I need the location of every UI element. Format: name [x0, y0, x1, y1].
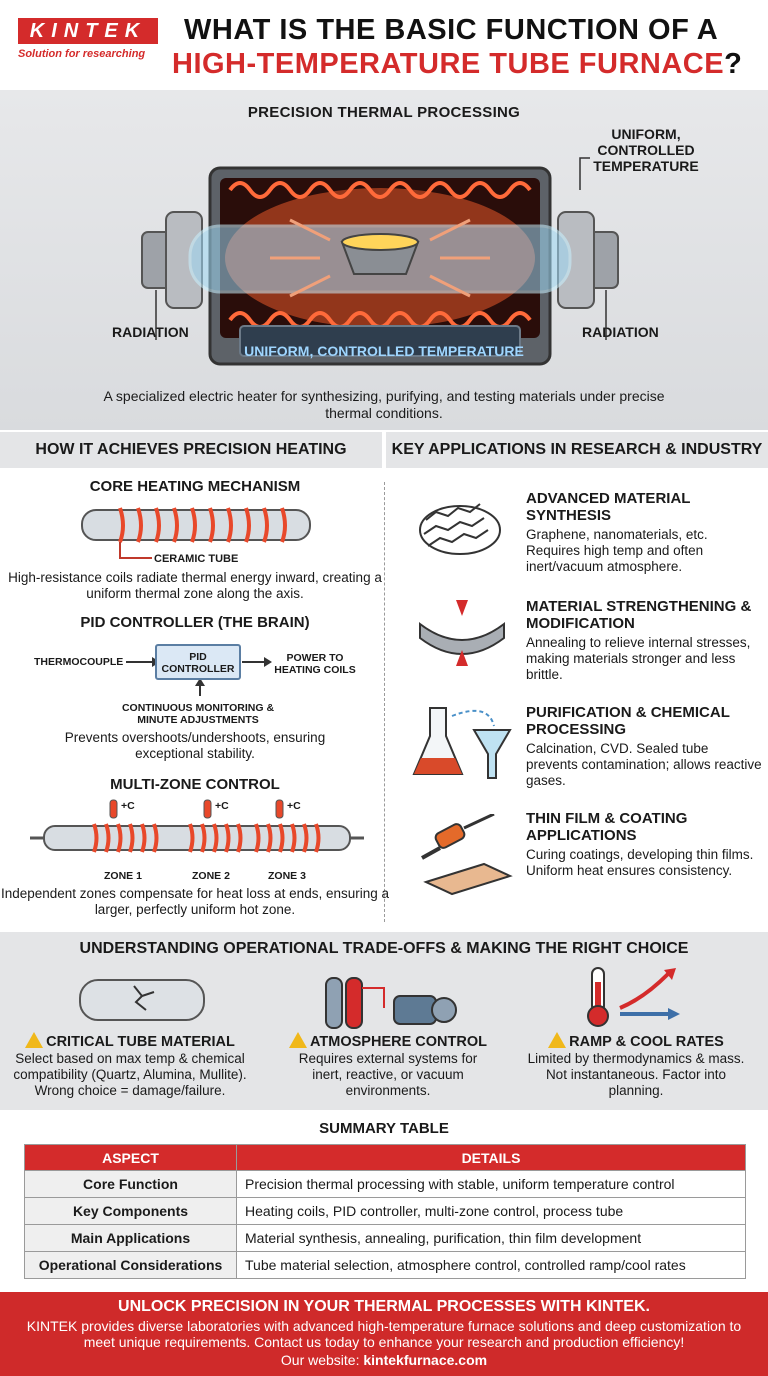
website-label: Our website: — [280, 1352, 360, 1368]
tradeoff-atmosphere — [260, 1030, 516, 1099]
annealing-icon — [414, 598, 510, 668]
gas-pump-icon — [322, 968, 462, 1032]
section-header-applications: KEY APPLICATIONS IN RESEARCH & INDUSTRY — [386, 432, 768, 468]
app-thin-film-title: THIN FILM & COATING APPLICATIONS — [526, 810, 688, 844]
summary-table — [24, 1144, 746, 1279]
tradeoff-atmosphere-text: Requires external systems for inert, reactive, or vacuum environments. — [298, 1051, 478, 1098]
ceramic-leader — [120, 542, 152, 558]
nanotube-icon — [412, 490, 508, 570]
pid-text: Prevents overshoots/undershoots, ensuring exceptional stability. — [64, 730, 326, 761]
warning-icon — [25, 1032, 43, 1048]
warning-icon — [289, 1032, 307, 1048]
flask-funnel-icon — [412, 702, 516, 784]
app-strengthening-title: MATERIAL STRENGTHENING & MODIFICATION — [526, 598, 752, 632]
hero-radiation-right: RADIATION — [582, 324, 659, 340]
table-row — [25, 1198, 746, 1225]
app-purification — [526, 704, 762, 789]
thermometer-rate-icon — [584, 964, 684, 1030]
zone1-temp-mark: +C — [121, 800, 135, 812]
title-highlight: HIGH-TEMPERATURE TUBE FURNACE — [172, 48, 725, 80]
core-heating-text: High-resistance coils radiate thermal energy inward, creating a uniform thermal zone along the axis. — [8, 570, 382, 601]
tradeoff-ramp-text: Limited by thermodynamics & mass. Not instantaneous. Factor into planning. — [527, 1051, 745, 1098]
app-thin-film — [526, 810, 762, 879]
warning-icon — [548, 1032, 566, 1048]
tradeoff-ramp — [508, 1030, 764, 1099]
table-cell-aspect: Main Applications — [25, 1225, 237, 1252]
table-cell-details: Heating coils, PID controller, multi-zone control, process tube — [237, 1198, 746, 1225]
multi-zone-title: MULTI-ZONE CONTROL — [110, 776, 280, 793]
tradeoffs-panel — [0, 932, 768, 1110]
tradeoff-tube-title: CRITICAL TUBE MATERIAL — [46, 1034, 235, 1050]
app-synthesis-title: ADVANCED MATERIAL SYNTHESIS — [526, 490, 691, 524]
table-cell-details: Tube material selection, atmosphere control, controlled ramp/cool rates — [237, 1252, 746, 1279]
hero-uniform-label: UNIFORM, CONTROLLED TEMPERATURE — [593, 126, 699, 174]
zone2-label: ZONE 2 — [192, 870, 230, 882]
zone1-label: ZONE 1 — [104, 870, 142, 882]
hero-title: PRECISION THERMAL PROCESSING — [247, 104, 521, 121]
hero-description: A specialized electric heater for synthesizing, purifying, and testing materials under precise thermal conditions. — [103, 388, 665, 421]
section-header-precision: HOW IT ACHIEVES PRECISION HEATING — [0, 432, 382, 468]
table-row — [25, 1171, 746, 1198]
app-strengthening — [526, 598, 762, 683]
power-label: POWER TO HEATING COILS — [274, 652, 356, 676]
app-purification-title: PURIFICATION & CHEMICAL PROCESSING — [526, 704, 730, 738]
core-heating-title: CORE HEATING MECHANISM — [89, 478, 301, 495]
app-synthesis-text: Graphene, nanomaterials, etc. Requires high temp and often inert/vacuum atmosphere. — [526, 527, 708, 574]
footer-headline: UNLOCK PRECISION IN YOUR THERMAL PROCESSES WITH KINTEK. — [118, 1298, 650, 1315]
header — [0, 0, 768, 88]
multi-zone-text: Independent zones compensate for heat loss at ends, ensuring a larger, perfectly uniform hot zone. — [0, 886, 389, 917]
app-purification-text: Calcination, CVD. Sealed tube prevents contamination; allows reactive gases. — [526, 741, 762, 788]
section-divider — [384, 482, 385, 922]
tradeoff-tube-material — [2, 1030, 258, 1099]
zone3-label: ZONE 3 — [268, 870, 306, 882]
cracked-tube-icon — [78, 976, 208, 1026]
app-synthesis — [526, 490, 762, 575]
zone2-temp-mark: +C — [215, 800, 229, 812]
table-cell-aspect: Core Function — [25, 1171, 237, 1198]
leader-line-top — [580, 158, 590, 190]
pid-controller-box: PID CONTROLLER — [155, 644, 241, 680]
table-header-row — [25, 1145, 746, 1171]
thin-film-icon — [414, 814, 514, 898]
tradeoff-atmosphere-title: ATMOSPHERE CONTROL — [310, 1034, 487, 1050]
app-strengthening-text: Annealing to relieve internal stresses, making materials stronger and less brittle. — [526, 635, 751, 682]
pid-title: PID CONTROLLER (THE BRAIN) — [80, 614, 310, 631]
footer-cta — [0, 1292, 768, 1376]
kintek-logo[interactable]: KINTEK — [18, 18, 158, 44]
table-cell-details: Precision thermal processing with stable, uniform temperature control — [237, 1171, 746, 1198]
title-question-mark: ? — [724, 48, 743, 80]
zone3-temp-mark: +C — [287, 800, 301, 812]
summary-table-title: SUMMARY TABLE — [319, 1120, 449, 1137]
logo-tagline: Solution for researching — [18, 48, 146, 60]
table-cell-details: Material synthesis, annealing, purification, thin film development — [237, 1225, 746, 1252]
tradeoff-tube-text: Select based on max temp & chemical compatibility (Quartz, Alumina, Mullite). Wrong choice = damage/failure. — [13, 1051, 247, 1098]
table-row — [25, 1225, 746, 1252]
tradeoff-ramp-title: RAMP & COOL RATES — [569, 1034, 724, 1050]
monitoring-label: CONTINUOUS MONITORING & MINUTE ADJUSTMENTS — [121, 702, 275, 726]
table-row — [25, 1252, 746, 1279]
hero-radiation-left: RADIATION — [112, 324, 189, 340]
page-title-line1: WHAT IS THE BASIC FUNCTION OF A — [184, 14, 719, 46]
table-cell-aspect: Key Components — [25, 1198, 237, 1225]
table-header-aspect: ASPECT — [25, 1145, 237, 1171]
crucible-sample — [342, 234, 418, 250]
footer-website — [0, 1352, 768, 1368]
website-link[interactable]: kintekfurnace.com — [363, 1352, 488, 1368]
page-title-line2 — [172, 48, 742, 81]
tradeoffs-title: UNDERSTANDING OPERATIONAL TRADE-OFFS & MAKING THE RIGHT CHOICE — [79, 940, 689, 957]
table-header-details: DETAILS — [237, 1145, 746, 1171]
hero-banner-text: UNIFORM, CONTROLLED TEMPERATURE — [244, 343, 524, 359]
thermocouple-label: THERMOCOUPLE — [34, 656, 124, 668]
table-cell-aspect: Operational Considerations — [25, 1252, 237, 1279]
app-thin-film-text: Curing coatings, developing thin films. Uniform heat ensures consistency. — [526, 847, 754, 878]
footer-body: KINTEK provides diverse laboratories with advanced high-temperature furnace solutions and deep customization to meet unique requirements. Contact us today to enhance your research and production efficiency! — [26, 1318, 742, 1350]
ceramic-tube-label: CERAMIC TUBE — [154, 553, 239, 565]
hero-panel — [0, 90, 768, 430]
multi-zone-diagram — [30, 798, 364, 868]
